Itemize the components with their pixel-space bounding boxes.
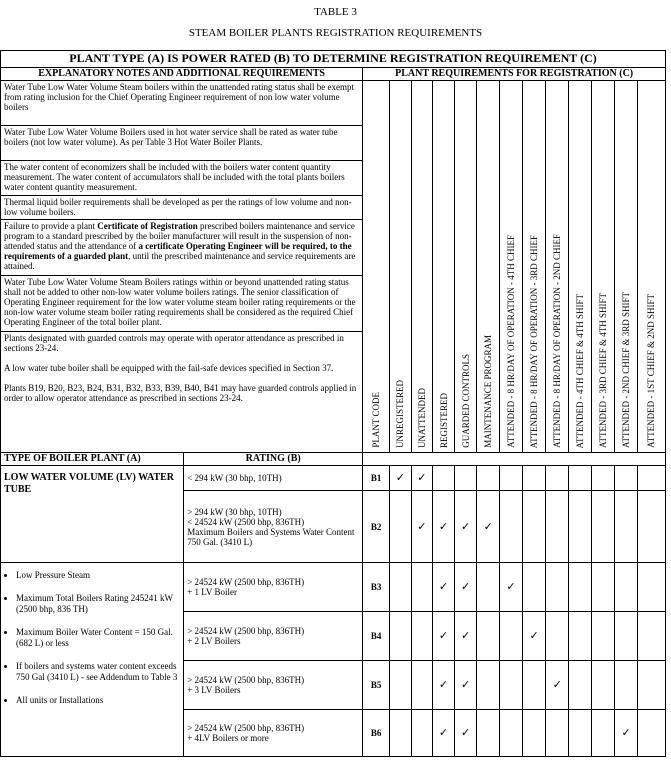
empty-cell <box>411 612 433 661</box>
empty-cell <box>591 710 615 757</box>
check-mark-cell: ✓ <box>546 661 569 710</box>
empty-cell <box>477 661 500 710</box>
rating-cell: > 24524 kW (2500 bhp, 836TH) + 4LV Boilers or more <box>184 710 363 757</box>
empty-cell <box>615 466 638 491</box>
empty-cell <box>433 466 455 491</box>
check-mark-cell: ✓ <box>433 661 455 710</box>
empty-cell <box>477 612 500 661</box>
check-mark-cell: ✓ <box>433 563 455 612</box>
empty-cell <box>637 612 665 661</box>
col-header-attended-2nd-chief-3rd-shift: ATTENDED - 2ND CHIEF & 3RD SHIFT <box>615 81 638 453</box>
empty-cell <box>500 661 523 710</box>
empty-cell <box>390 661 412 710</box>
note-5: Failure to provide a plant Certificate of Registration prescribed boilers maintenance and service program to a standard prescribed by the boiler manufacturer will result in the suspension of non-attended status and the attendance of a certificate Operating Engineer will be required, to the requirements of a guarded plant, until the prescribed maintenance and service requirements are attained. <box>1 220 363 276</box>
rating-cell: < 294 kW (30 bhp, 10TH) <box>184 466 363 491</box>
plant-code-cell: B2 <box>363 491 390 563</box>
rating-cell: > 24524 kW (2500 bhp, 836TH) + 2 LV Boilers <box>184 612 363 661</box>
condition-item: • If boilers and systems water content exceeds 750 Gal (3410 L) - see Addendum to Table 3 <box>16 661 180 683</box>
empty-cell <box>546 710 569 757</box>
col-header-attended-8hr-4th-chief: ATTENDED - 8 HR/DAY OF OPERATION - 4TH CHIEF <box>500 81 523 453</box>
empty-cell <box>615 612 638 661</box>
check-mark-cell: ✓ <box>477 491 500 563</box>
col-header-unregistered: UNREGISTERED <box>390 81 412 453</box>
note-6: Water Tube Low Water Volume Steam Boilers ratings within or beyond unattended rating status shall not be added to other non-low water volume boilers ratings. The senior classification of Operating Engineer requirement for the low water volume steam boiler rating requirements or the non-low water volume steam boiler rating requirements shall be considered as the required Chief Operating Engineer of the total boiler plant. <box>1 276 363 332</box>
check-mark-cell: ✓ <box>433 491 455 563</box>
condition-item: • Low Pressure Steam <box>16 570 180 581</box>
plant-code-cell: B6 <box>363 710 390 757</box>
plant-code-cell: B1 <box>363 466 390 491</box>
empty-cell <box>591 466 615 491</box>
plant-code-cell: B4 <box>363 612 390 661</box>
empty-cell <box>546 491 569 563</box>
requirements-header: PLANT REQUIREMENTS FOR REGISTRATION (C) <box>363 68 666 81</box>
check-mark-cell: ✓ <box>411 491 433 563</box>
empty-cell <box>500 612 523 661</box>
empty-cell <box>569 661 592 710</box>
main-header: PLANT TYPE (A) IS POWER RATED (B) TO DETERMINE REGISTRATION REQUIREMENT (C) <box>1 51 666 68</box>
empty-cell <box>569 466 592 491</box>
check-mark-cell: ✓ <box>522 612 546 661</box>
empty-cell <box>390 710 412 757</box>
note-4: Thermal liquid boiler requirements shall be developed as per the ratings of low volume and non-low volume boilers. <box>1 196 363 220</box>
registration-table <box>0 50 666 757</box>
note-7-fail-safe: A low water tube boiler shall be equipped with the fail-safe devices specified in Section 37. <box>4 363 334 373</box>
table-row <box>1 563 666 612</box>
col-header-attended-1st-chief-2nd-shift: ATTENDED - 1ST CHIEF & 2ND SHIFT <box>637 81 665 453</box>
note-2: Water Tube Low Water Volume Boilers used in hot water service shall be rated as water tube boilers (not low water volume). As per Table 3 Hot Water Boiler Plants. <box>1 126 363 161</box>
check-mark-cell: ✓ <box>411 466 433 491</box>
empty-cell <box>500 466 523 491</box>
check-mark-cell: ✓ <box>454 491 477 563</box>
col-header-attended-8hr-2nd-chief: ATTENDED - 8 HR/DAY OF OPERATION - 2ND CHIEF <box>546 81 569 453</box>
empty-cell <box>477 710 500 757</box>
empty-cell <box>454 466 477 491</box>
boiler-conditions <box>1 563 184 757</box>
condition-item: • Maximum Total Boilers Rating 245241 kW (2500 bhp, 836 TH) <box>16 593 180 615</box>
condition-item: • All units or Installations <box>16 695 180 706</box>
empty-cell <box>546 563 569 612</box>
empty-cell <box>591 612 615 661</box>
check-mark-cell: ✓ <box>433 612 455 661</box>
empty-cell <box>569 563 592 612</box>
empty-cell <box>390 563 412 612</box>
empty-cell <box>522 563 546 612</box>
empty-cell <box>569 710 592 757</box>
empty-cell <box>615 491 638 563</box>
empty-cell <box>522 491 546 563</box>
condition-item: • Maximum Boiler Water Content = 150 Gal. (682 L) or less <box>16 627 180 649</box>
empty-cell <box>637 466 665 491</box>
note-1: Water Tube Low Water Volume Steam boilers within the unattended rating status shall be exempt from rating inclusion for the Chief Operating Engineer requirement of non low water volume boilers <box>1 81 363 126</box>
check-mark-cell: ✓ <box>454 710 477 757</box>
rating-cell: > 24524 kW (2500 bhp, 836TH) + 3 LV Boilers <box>184 661 363 710</box>
empty-cell <box>591 563 615 612</box>
note-3: The water content of economizers shall be included with the boilers water content quantity measurement. The water content of accumulators shall be included with the total plants boilers water content quantity measurement. <box>1 161 363 196</box>
empty-cell <box>615 563 638 612</box>
col-header-maintenance-program: MAINTENANCE PROGRAM <box>477 81 500 453</box>
empty-cell <box>591 661 615 710</box>
empty-cell <box>546 466 569 491</box>
col-header-unattended: UNATTENDED <box>411 81 433 453</box>
table-row <box>1 466 666 491</box>
empty-cell <box>390 612 412 661</box>
col-header-attended-8hr-3rd-chief: ATTENDED - 8 HR/DAY OF OPERATION - 3RD CHIEF <box>522 81 546 453</box>
check-mark-cell: ✓ <box>454 563 477 612</box>
notes-header: EXPLANATORY NOTES AND ADDITIONAL REQUIREMENTS <box>1 68 363 81</box>
rating-header: RATING (B) <box>184 453 363 466</box>
check-mark-cell: ✓ <box>454 612 477 661</box>
table-title: STEAM BOILER PLANTS REGISTRATION REQUIREMENTS <box>188 27 483 39</box>
empty-cell <box>390 491 412 563</box>
empty-cell <box>477 563 500 612</box>
note-7-guarded: Plants designated with guarded controls may operate with operator attendance as prescribed in sections 23-24. <box>4 333 344 353</box>
col-header-attended-4th-chief-4th-shift: ATTENDED - 4TH CHIEF & 4TH SHIFT <box>569 81 592 453</box>
empty-cell <box>522 661 546 710</box>
empty-cell <box>522 466 546 491</box>
empty-cell <box>637 491 665 563</box>
col-header-plant-code: PLANT CODE <box>363 81 390 453</box>
empty-cell <box>411 563 433 612</box>
type-header: TYPE OF BOILER PLANT (A) <box>1 453 184 466</box>
empty-cell <box>477 466 500 491</box>
col-header-attended-3rd-chief-4th-shift: ATTENDED - 3RD CHIEF & 4TH SHIFT <box>591 81 615 453</box>
plant-code-cell: B3 <box>363 563 390 612</box>
col-header-guarded-controls: GUARDED CONTROLS <box>454 81 477 453</box>
header-spacer <box>363 453 666 466</box>
col-header-registered: REGISTERED <box>433 81 455 453</box>
check-mark-cell: ✓ <box>454 661 477 710</box>
empty-cell <box>637 710 665 757</box>
check-mark-cell: ✓ <box>390 466 412 491</box>
empty-cell <box>500 491 523 563</box>
empty-cell <box>591 491 615 563</box>
check-mark-cell: ✓ <box>500 563 523 612</box>
empty-cell <box>569 491 592 563</box>
empty-cell <box>500 710 523 757</box>
check-mark-cell: ✓ <box>433 710 455 757</box>
empty-cell <box>569 612 592 661</box>
empty-cell <box>546 612 569 661</box>
empty-cell <box>411 661 433 710</box>
plant-code-cell: B5 <box>363 661 390 710</box>
rating-cell: > 24524 kW (2500 bhp, 836TH) + 1 LV Boiler <box>184 563 363 612</box>
check-mark-cell: ✓ <box>615 710 638 757</box>
empty-cell <box>522 710 546 757</box>
empty-cell <box>411 710 433 757</box>
empty-cell <box>615 661 638 710</box>
empty-cell <box>637 661 665 710</box>
rating-cell: > 294 kW (30 bhp, 10TH) < 24524 kW (2500 bhp, 836TH) Maximum Boilers and Systems Water Content 750 Gal. (3410 L) <box>184 491 363 563</box>
table-label: TABLE 3 <box>314 6 357 18</box>
empty-cell <box>637 563 665 612</box>
note-7 <box>1 332 363 453</box>
note-7-plants: Plants B19, B20, B23, B24, B31, B32, B33, B39, B40, B41 may have guarded controls applied in order to allow operator attendance as prescribed in sections 23-24. <box>4 383 357 403</box>
lv-boiler-type: LOW WATER VOLUME (LV) WATER TUBE <box>1 466 184 563</box>
